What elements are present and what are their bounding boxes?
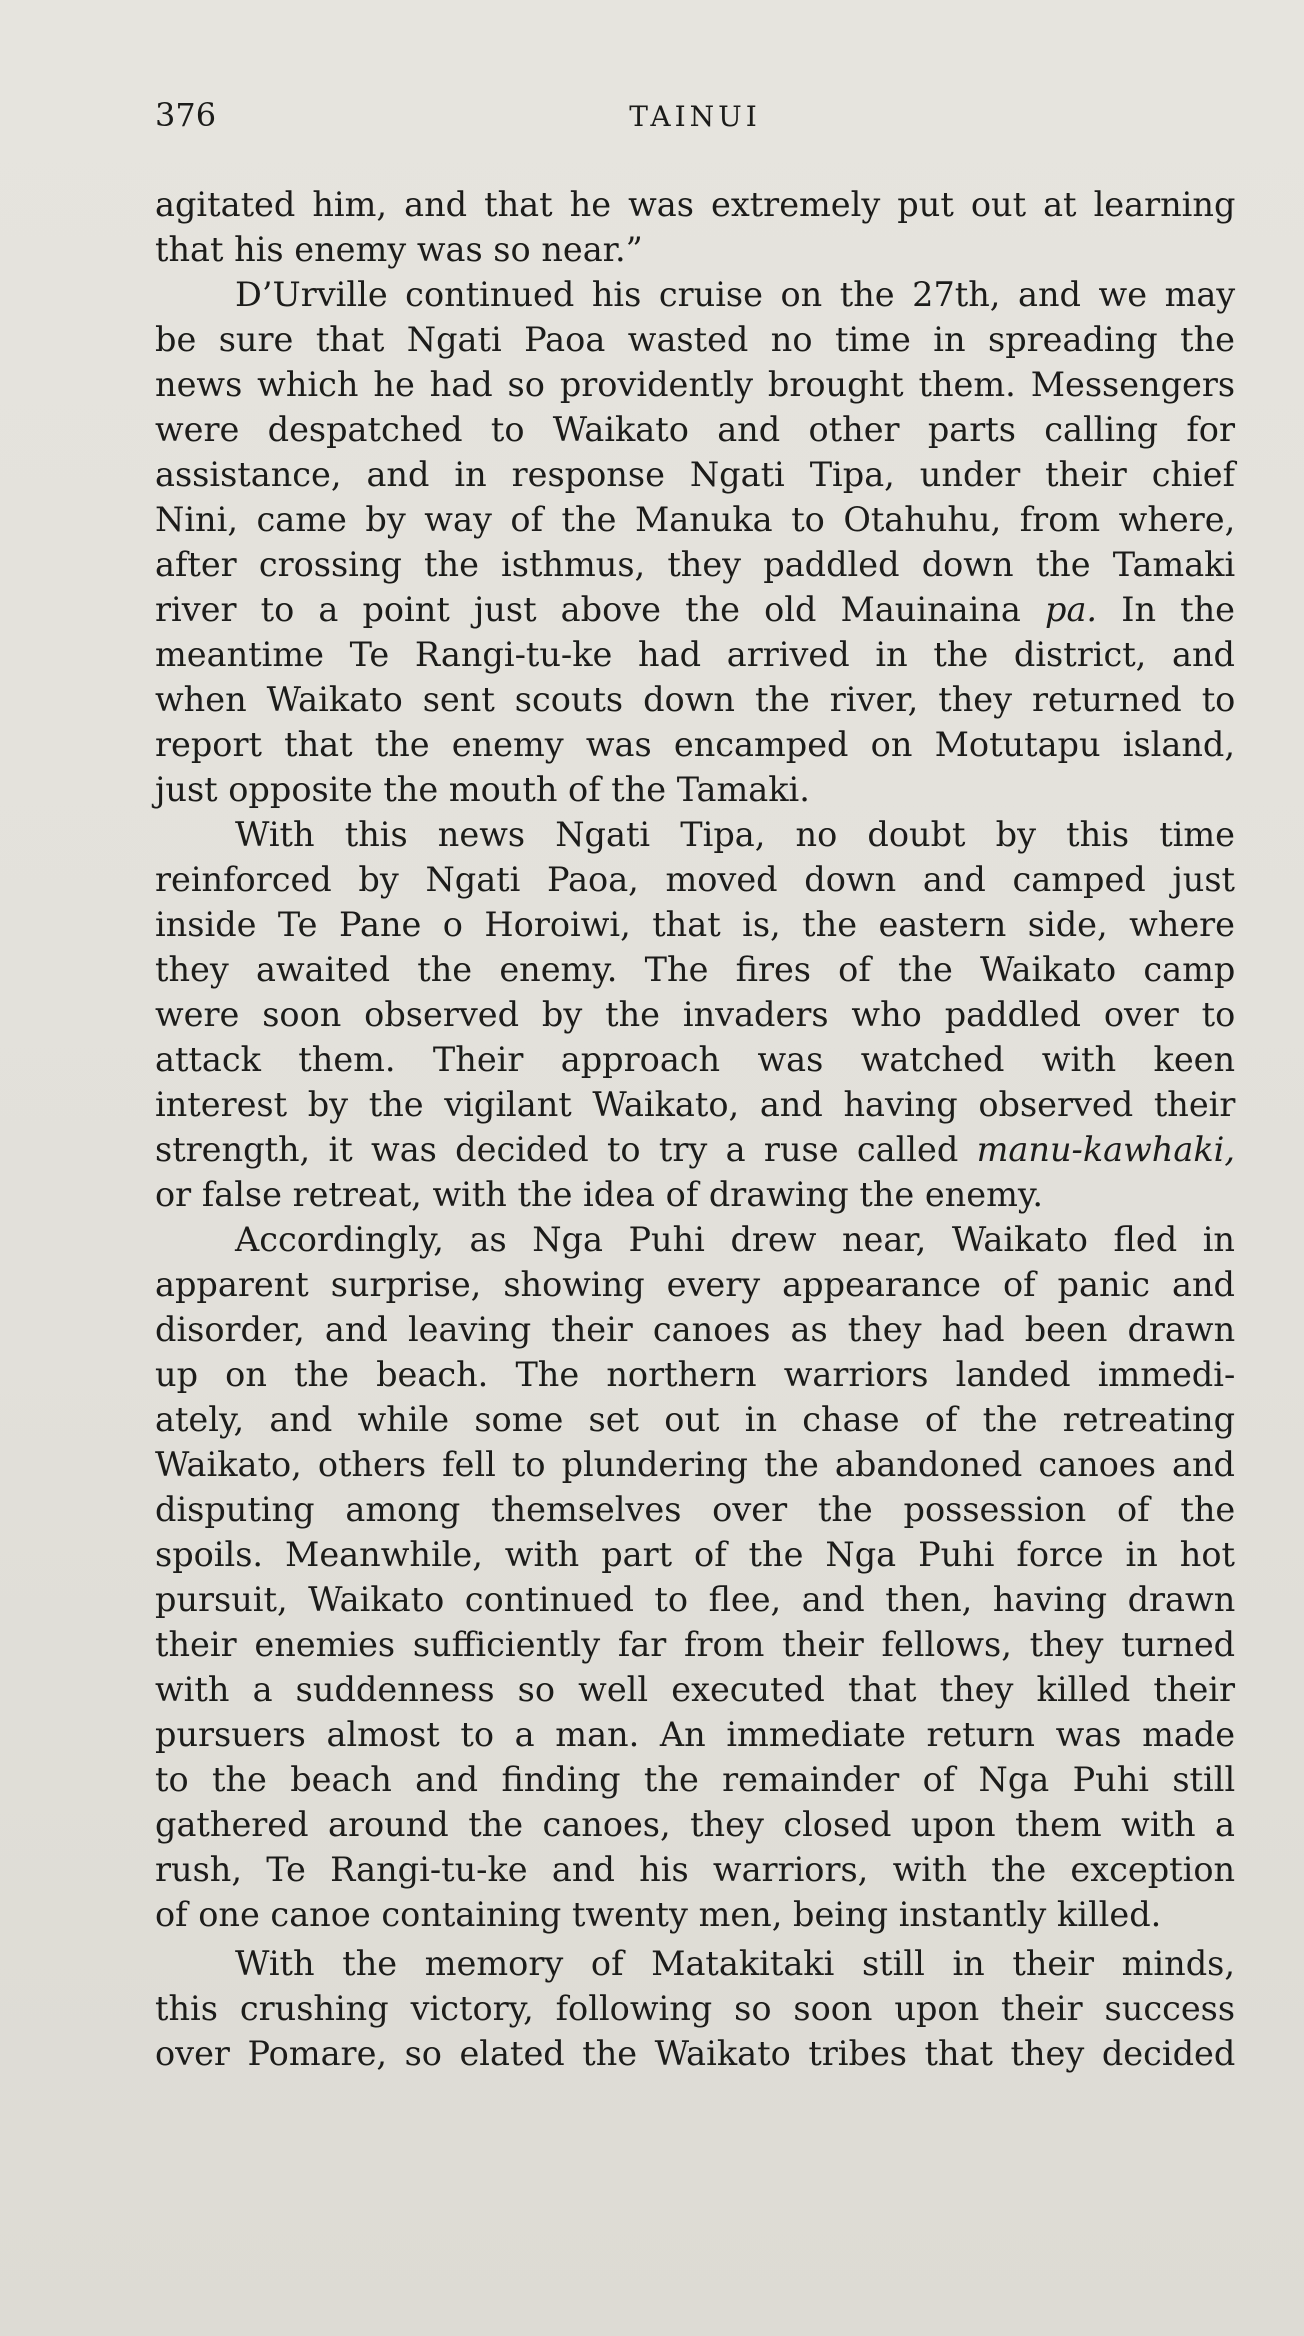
paragraph	[155, 182, 1235, 272]
text-line: to the beach and finding the remainder of Nga Puhi still	[155, 1760, 1236, 1799]
text-line: inside Te Pane o Horoiwi, that is, the eastern side, where	[155, 905, 1235, 944]
text-line: rush, Te Rangi-tu-ke and his warriors, with the exception	[155, 1850, 1236, 1889]
text-line: just opposite the mouth of the Tamaki.	[155, 770, 810, 809]
text-line: were despatched to Waikato and other parts calling for	[155, 410, 1235, 449]
text-line: ately, and while some set out in chase of the retreating	[155, 1400, 1236, 1439]
text-line: up on the beach. The northern warriors landed immedi-	[155, 1355, 1236, 1394]
text-line: agitated him, and that he was extremely put out at learning	[155, 185, 1236, 224]
text-line: pursuers almost to a man. An immediate return was made	[155, 1715, 1236, 1754]
text-line: Accordingly, as Nga Puhi drew near, Waikato fled in	[235, 1220, 1235, 1259]
text-line: report that the enemy was encamped on Motutapu island,	[155, 725, 1235, 764]
text-line: spoils. Meanwhile, with part of the Nga Puhi force in hot	[155, 1535, 1235, 1574]
text-line: interest by the vigilant Waikato, and having observed their	[155, 1085, 1236, 1124]
text-line: with a suddenness so well executed that they killed their	[155, 1670, 1235, 1709]
text-line: With this news Ngati Tipa, no doubt by this time	[235, 815, 1235, 854]
text-line: over Pomare, so elated the Waikato tribes that they decided	[155, 2034, 1236, 2073]
text-line: after crossing the isthmus, they paddled down the Tamaki	[155, 545, 1236, 584]
paragraph	[155, 1217, 1235, 1937]
text-line: their enemies sufficiently far from their fellows, they turned	[155, 1625, 1236, 1664]
text-line: river to a point just above the old Mauinaina pa. In the	[155, 590, 1235, 629]
text-line: meantime Te Rangi-tu-ke had arrived in the district, and	[155, 635, 1235, 674]
text-line: reinforced by Ngati Paoa, moved down and camped just	[155, 860, 1235, 899]
text-line: disorder, and leaving their canoes as they had been drawn	[155, 1310, 1236, 1349]
text-line: attack them. Their approach was watched with keen	[155, 1040, 1236, 1079]
text-line: news which he had so providently brought them. Messengers	[155, 365, 1236, 404]
body-text	[155, 182, 1235, 2076]
text-line: or false retreat, with the idea of drawing the enemy.	[155, 1175, 1043, 1214]
page-number: 376	[155, 96, 217, 134]
text-line: this crushing victory, following so soon upon their success	[155, 1989, 1236, 2028]
text-line: assistance, and in response Ngati Tipa, under their chief	[155, 455, 1235, 494]
text-line: pursuit, Waikato continued to flee, and then, having drawn	[155, 1580, 1236, 1619]
text-line: disputing among themselves over the possession of the	[155, 1490, 1236, 1529]
text-line: strength, it was decided to try a ruse called manu-kawhaki,	[155, 1130, 1235, 1169]
paragraph	[155, 272, 1235, 812]
text-line: Waikato, others fell to plundering the abandoned canoes and	[155, 1445, 1235, 1484]
text-line: when Waikato sent scouts down the river, they returned to	[155, 680, 1236, 719]
text-line: were soon observed by the invaders who paddled over to	[155, 995, 1236, 1034]
text-line: they awaited the enemy. The fires of the Waikato camp	[155, 950, 1236, 989]
text-line: With the memory of Matakitaki still in their minds,	[235, 1944, 1235, 1983]
page-header	[155, 96, 1235, 146]
italic-term: pa.	[1045, 590, 1098, 629]
text-line: gathered around the canoes, they closed upon them with a	[155, 1805, 1235, 1844]
italic-term: manu-kawhaki,	[976, 1130, 1235, 1169]
running-head: TAINUI	[629, 100, 761, 133]
text-line: be sure that Ngati Paoa wasted no time in spreading the	[155, 320, 1235, 359]
text-line: Nini, came by way of the Manuka to Otahuhu, from where,	[155, 500, 1236, 539]
text-line: D’Urville continued his cruise on the 27th, and we may	[235, 275, 1236, 314]
paragraph	[155, 1941, 1235, 2076]
text-line: that his enemy was so near.”	[155, 230, 643, 269]
text-line: of one canoe containing twenty men, being instantly killed.	[155, 1895, 1162, 1934]
text-line: apparent surprise, showing every appearance of panic and	[155, 1265, 1235, 1304]
paragraph	[155, 812, 1235, 1217]
